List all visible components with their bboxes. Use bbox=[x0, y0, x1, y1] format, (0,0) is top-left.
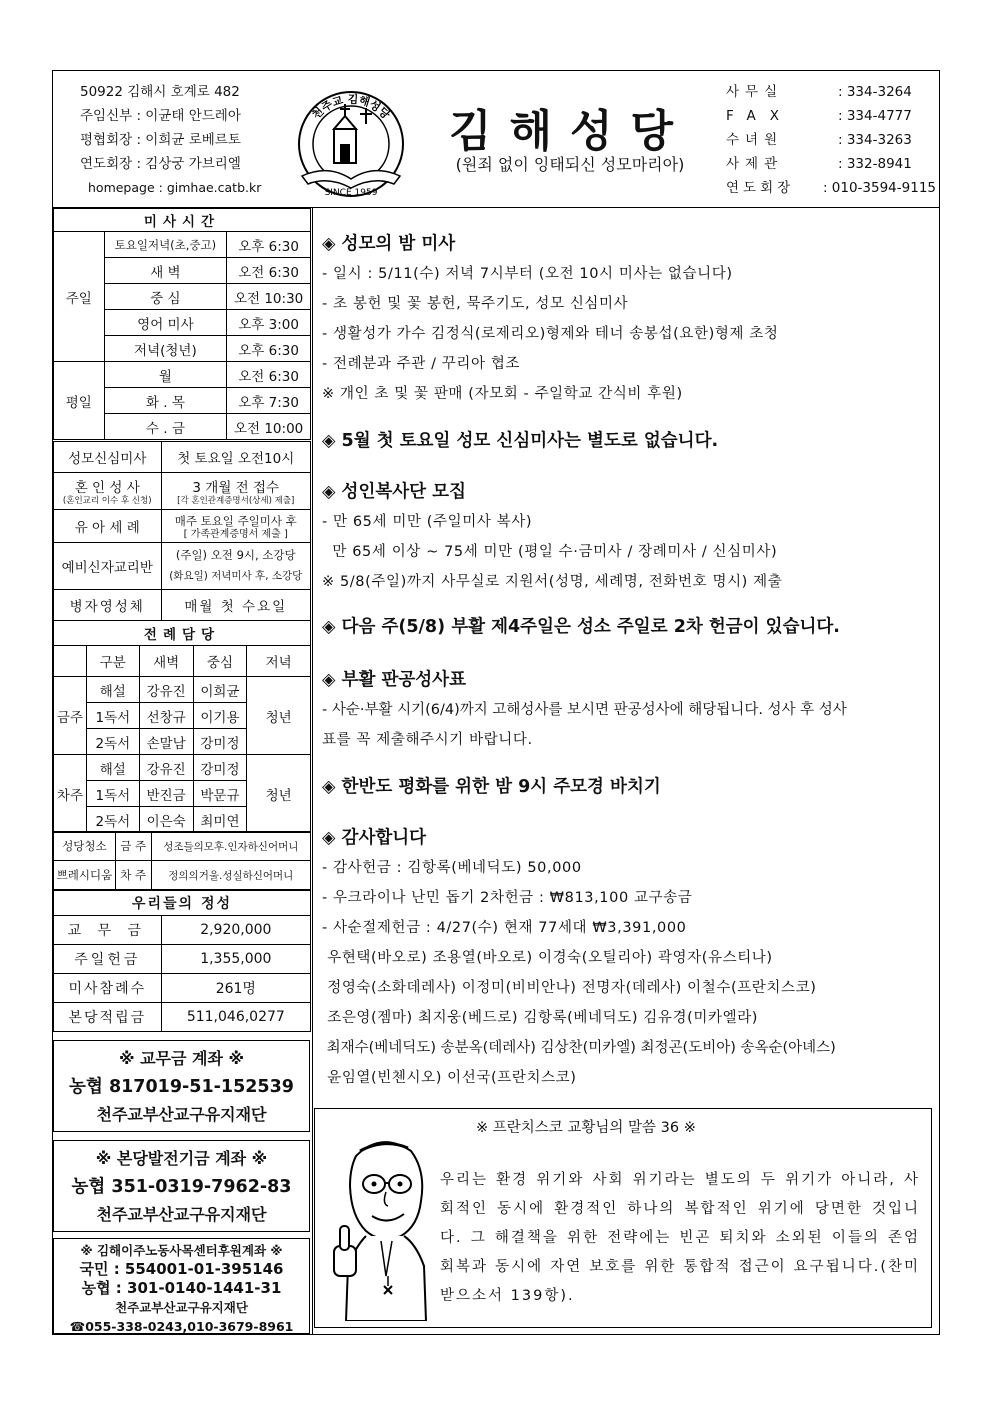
parish-info bbox=[80, 80, 285, 200]
liturgy-header: 중심 bbox=[193, 646, 247, 677]
heart-mass-value: 첫 토요일 오전10시 bbox=[161, 442, 311, 473]
homepage-link[interactable]: homepage : gimhae.catb.kr bbox=[88, 180, 262, 195]
donor-line: 최재수(베네딕도) 송분옥(데레사) 김상찬(미카엘) 최정곤(도비아) 송옥순(아녜스) bbox=[322, 1040, 836, 1056]
contact-label: 수녀원 bbox=[726, 132, 784, 148]
sick-communion-label: 병자영성체 bbox=[54, 590, 162, 621]
infant-baptism-label: 유 아 세 례 bbox=[54, 510, 162, 543]
cleaning-this: 성조들의모후.인자하신어머니 bbox=[151, 832, 310, 861]
logo-since: SINCE 1959 bbox=[324, 188, 378, 198]
tithe-account-owner: 천주교부산교구유지재단 bbox=[96, 1105, 267, 1124]
liturgy-role: 1독서 bbox=[86, 781, 139, 807]
mass-time: 오후 7:30 bbox=[227, 388, 311, 414]
infant-baptism-sub: [ 가족관계증명서 제출 ] bbox=[183, 528, 288, 540]
development-account-box bbox=[53, 1140, 310, 1232]
page-subtitle: (원죄 없이 잉태되신 성모마리아) bbox=[455, 155, 685, 174]
liturgy-table bbox=[53, 620, 311, 833]
notice-heading: ◈ 성모의 밤 미사 bbox=[322, 234, 456, 254]
offering-label: 주일헌금 bbox=[54, 945, 162, 974]
mass-schedule-table bbox=[53, 208, 311, 440]
liturgy-header: 구분 bbox=[86, 646, 139, 677]
offering-label: 본당적립금 bbox=[54, 1003, 162, 1032]
sick-communion-value: 매월 첫 수요일 bbox=[161, 590, 311, 621]
contact-value: : 334-4777 bbox=[838, 108, 912, 124]
mass-time: 오전 10:00 bbox=[227, 414, 311, 440]
notice-heading: ◈ 5월 첫 토요일 성모 신심미사는 별도로 없습니다. bbox=[322, 431, 719, 451]
liturgy-main: 이희균 bbox=[193, 677, 247, 703]
liturgy-dawn: 강유진 bbox=[139, 755, 193, 781]
liturgy-role: 해설 bbox=[86, 677, 139, 703]
mass-time: 오전 6:30 bbox=[227, 258, 311, 284]
weekday-label: 평일 bbox=[54, 362, 105, 440]
notice-heading: ◈ 다음 주(5/8) 부활 제4주일은 성소 주일로 2차 헌금이 있습니다. bbox=[322, 617, 840, 637]
mass-title: 미사시간 bbox=[54, 209, 311, 232]
offering-label: 교 무 금 bbox=[54, 916, 162, 945]
development-account-title: ※ 본당발전기금 계좌 ※ bbox=[95, 1149, 268, 1168]
cleaning-this-label: 금 주 bbox=[115, 832, 151, 861]
wedding-label: 혼 인 성 사 bbox=[74, 479, 140, 496]
notice-line: 만 65세 이상 ~ 75세 미만 (평일 수·금미사 / 장례미사 / 신심미사) bbox=[322, 544, 778, 560]
liturgy-main: 최미연 bbox=[193, 807, 247, 833]
offering-value: 261명 bbox=[161, 974, 310, 1003]
cleaning-next-label: 차 주 bbox=[115, 861, 151, 890]
pastor: 주임신부 : 이균태 안드레아 bbox=[80, 108, 241, 124]
mass-time: 오후 6:30 bbox=[227, 232, 311, 258]
mass-name: 토요일저녁(초,중고) bbox=[104, 232, 227, 258]
liturgy-role: 1독서 bbox=[86, 703, 139, 729]
migrant-account-title: ※ 김해이주노동사목센터후원계좌 ※ bbox=[80, 1243, 283, 1258]
migrant-account-nh: 농협 : 301-0140-1441-31 bbox=[81, 1279, 282, 1297]
mass-name: 중 심 bbox=[104, 284, 227, 310]
mass-name: 새 벽 bbox=[104, 258, 227, 284]
pope-illustration bbox=[326, 1126, 436, 1321]
migrant-account-owner: 천주교부산교구유지재단 bbox=[115, 1300, 248, 1315]
liturgy-dawn: 강유진 bbox=[139, 677, 193, 703]
offering-value: 2,920,000 bbox=[161, 916, 310, 945]
contact-row bbox=[726, 104, 936, 128]
liturgy-main: 박문규 bbox=[193, 781, 247, 807]
development-account-owner: 천주교부산교구유지재단 bbox=[96, 1205, 267, 1224]
liturgy-main: 강미정 bbox=[193, 755, 247, 781]
this-week-label: 금주 bbox=[54, 677, 87, 755]
cleaning-next: 정의의거울.성실하신어머니 bbox=[151, 861, 310, 890]
contact-value: : 010-3594-9115 bbox=[822, 180, 936, 196]
notice-heading: ◈ 감사합니다 bbox=[322, 828, 427, 848]
mass-name: 저녁(청년) bbox=[104, 336, 227, 362]
contact-value: : 332-8941 bbox=[838, 156, 912, 172]
donor-line: 우현택(바오로) 조용열(바오로) 이경숙(오틸리아) 곽영자(유스티나) bbox=[322, 950, 773, 966]
pope-quote-text: 우리는 환경 위기와 사회 위기라는 별도의 두 위기가 아니라, 사회적인 동시에 환경적인 하나의 복합적인 위기에 당면한 것입니다. 그 해결책을 위한 전략에는 빈곤 퇴치와 소외된 이들의 존엄 회복과 동시에 자연 보호를 위한 통합적 접근이 요구됩니다.(찬미받으소서 139항). bbox=[440, 1172, 920, 1304]
mass-time: 오후 6:30 bbox=[227, 336, 311, 362]
catechumen-label: 예비신자교리반 bbox=[54, 543, 162, 590]
notice-line: - 감사헌금 : 김항록(베네딕도) 50,000 bbox=[322, 860, 582, 876]
liturgy-main: 강미정 bbox=[193, 729, 247, 755]
pope-quote-title: ※ 프란치스코 교황님의 말씀 36 ※ bbox=[476, 1120, 696, 1136]
notice-line: - 만 65세 미만 (주일미사 복사) bbox=[322, 514, 533, 530]
migrant-account-kb: 국민 : 554001-01-395146 bbox=[79, 1260, 284, 1278]
offering-value: 1,355,000 bbox=[161, 945, 310, 974]
notice-line: - 우크라이나 난민 돕기 2차헌금 : ₩813,100 교구송금 bbox=[322, 890, 693, 906]
wedding-value-sub: [각 혼인관계증명서(상세) 제출] bbox=[177, 495, 295, 506]
next-week-label: 차주 bbox=[54, 755, 87, 833]
notice-line: - 사순절제헌금 : 4/27(수) 현재 77세대 ₩3,391,000 bbox=[322, 920, 687, 936]
svg-text:천주교 김해성당 bbox=[309, 92, 393, 122]
cleaning-label: 성당청소 bbox=[54, 832, 116, 861]
liturgy-header: 새벽 bbox=[139, 646, 193, 677]
contact-row bbox=[726, 80, 936, 104]
notice-line: - 생활성가 가수 김정식(로제리오)형제와 테너 송봉섭(요한)형제 초청 bbox=[322, 326, 779, 342]
contact-row bbox=[726, 152, 936, 176]
heart-mass-label: 성모신심미사 bbox=[54, 442, 162, 473]
liturgy-header: 저녁 bbox=[247, 646, 311, 677]
mass-name: 월 bbox=[104, 362, 227, 388]
contact-list bbox=[726, 80, 936, 200]
liturgy-role: 해설 bbox=[86, 755, 139, 781]
liturgy-dawn: 선창규 bbox=[139, 703, 193, 729]
mass-name: 수 . 금 bbox=[104, 414, 227, 440]
sunday-label: 주일 bbox=[54, 232, 105, 362]
notice-line: 표를 꼭 제출해주시기 바랍니다. bbox=[322, 732, 533, 748]
council-president: 평협회장 : 이희균 로베르토 bbox=[80, 132, 241, 148]
mass-time: 오전 10:30 bbox=[227, 284, 311, 310]
contact-label: 사제관 bbox=[726, 156, 784, 172]
wedding-value: 3 개월 전 접수 bbox=[192, 479, 280, 496]
donor-line: 정영숙(소화데레사) 이정미(비비안나) 전명자(데레사) 이철수(프란치스코) bbox=[322, 980, 817, 996]
donor-line: 조은영(젬마) 최지웅(베드로) 김항록(베네딕도) 김유경(미카엘라) bbox=[322, 1010, 759, 1026]
contact-label: 사무실 bbox=[726, 84, 784, 100]
cleaning-table bbox=[53, 831, 311, 890]
page-title: 김해성당 bbox=[448, 106, 691, 157]
mass-time: 오후 3:00 bbox=[227, 310, 311, 336]
tithe-account-title: ※ 교무금 계좌 ※ bbox=[118, 1049, 245, 1068]
migrant-center-account-box bbox=[53, 1238, 310, 1334]
notice-line: - 초 봉헌 및 꽃 봉헌, 묵주기도, 성모 신심미사 bbox=[322, 296, 629, 312]
offering-title: 우리들의 정성 bbox=[54, 891, 311, 916]
tithe-account-box bbox=[53, 1040, 310, 1132]
federation-president: 연도회장 : 김상궁 가브리엘 bbox=[80, 156, 241, 172]
notice-line: ※ 개인 초 및 꽃 판매 (자모회 - 주일학교 간식비 후원) bbox=[322, 386, 683, 402]
sacrament-table bbox=[53, 441, 311, 621]
contact-row bbox=[726, 176, 936, 200]
logo-text: 천주교 김해성당 bbox=[309, 92, 393, 122]
liturgy-title: 전례담당 bbox=[54, 621, 311, 646]
contact-label: FAX bbox=[726, 108, 794, 124]
liturgy-evening: 청년 bbox=[247, 677, 311, 755]
contact-row bbox=[726, 128, 936, 152]
mass-name: 화 . 목 bbox=[104, 388, 227, 414]
tithe-account-number: 농협 817019-51-152539 bbox=[69, 1077, 294, 1097]
address: 50922 김해시 호계로 482 bbox=[80, 84, 240, 100]
contact-label: 연도회장 bbox=[726, 180, 795, 196]
notice-line: - 전례분과 주관 / 꾸리아 협조 bbox=[322, 356, 521, 372]
liturgy-main: 이기용 bbox=[193, 703, 247, 729]
liturgy-role: 2독서 bbox=[86, 729, 139, 755]
liturgy-evening: 청년 bbox=[247, 755, 311, 833]
development-account-number: 농협 351-0319-7962-83 bbox=[71, 1177, 292, 1197]
wedding-sub: (혼인교리 이수 후 신청) bbox=[62, 495, 152, 506]
catechumen-tuesday: (화요일) 저녁미사 후, 소강당 bbox=[169, 570, 303, 582]
migrant-account-phone: ☎055-338-0243,010-3679-8961 bbox=[69, 1319, 294, 1334]
contact-value: : 334-3263 bbox=[838, 132, 912, 148]
column-divider bbox=[312, 207, 313, 1335]
liturgy-dawn: 이은숙 bbox=[139, 807, 193, 833]
notice-heading: ◈ 부활 판공성사표 bbox=[322, 670, 466, 690]
praesidium-label: 쁘레시디움 bbox=[54, 861, 116, 890]
notice-line: - 사순·부활 시기(6/4)까지 고해성사를 보시면 판공성사에 해당됩니다. 성사 후 성사 bbox=[322, 702, 847, 718]
mass-time: 오전 6:30 bbox=[227, 362, 311, 388]
contact-value: : 334-3264 bbox=[838, 84, 912, 100]
notice-line: ※ 5/8(주일)까지 사무실로 지원서(성명, 세례명, 전화번호 명시) 제출 bbox=[322, 574, 783, 590]
liturgy-role: 2독서 bbox=[86, 807, 139, 833]
notices bbox=[322, 224, 932, 1093]
infant-baptism-value: 매주 토요일 주일미사 후 bbox=[174, 513, 297, 528]
mass-name: 영어 미사 bbox=[104, 310, 227, 336]
offering-label: 미사참례수 bbox=[54, 974, 162, 1003]
notice-heading: ◈ 성인복사단 모집 bbox=[322, 482, 466, 502]
donor-line: 윤임열(빈첸시오) 이선국(프란치스코) bbox=[322, 1070, 577, 1086]
offering-table bbox=[53, 890, 311, 1032]
offering-value: 511,046,0277 bbox=[161, 1003, 310, 1032]
parish-logo bbox=[288, 84, 414, 199]
notice-heading: ◈ 한반도 평화를 위한 밤 9시 주모경 바치기 bbox=[322, 777, 661, 797]
catechumen-sunday: (주일) 오전 9시, 소강당 bbox=[175, 548, 296, 562]
notice-line: - 일시 : 5/11(수) 저녁 7시부터 (오전 10시 미사는 없습니다) bbox=[322, 266, 733, 282]
liturgy-dawn: 반진금 bbox=[139, 781, 193, 807]
liturgy-dawn: 손말남 bbox=[139, 729, 193, 755]
